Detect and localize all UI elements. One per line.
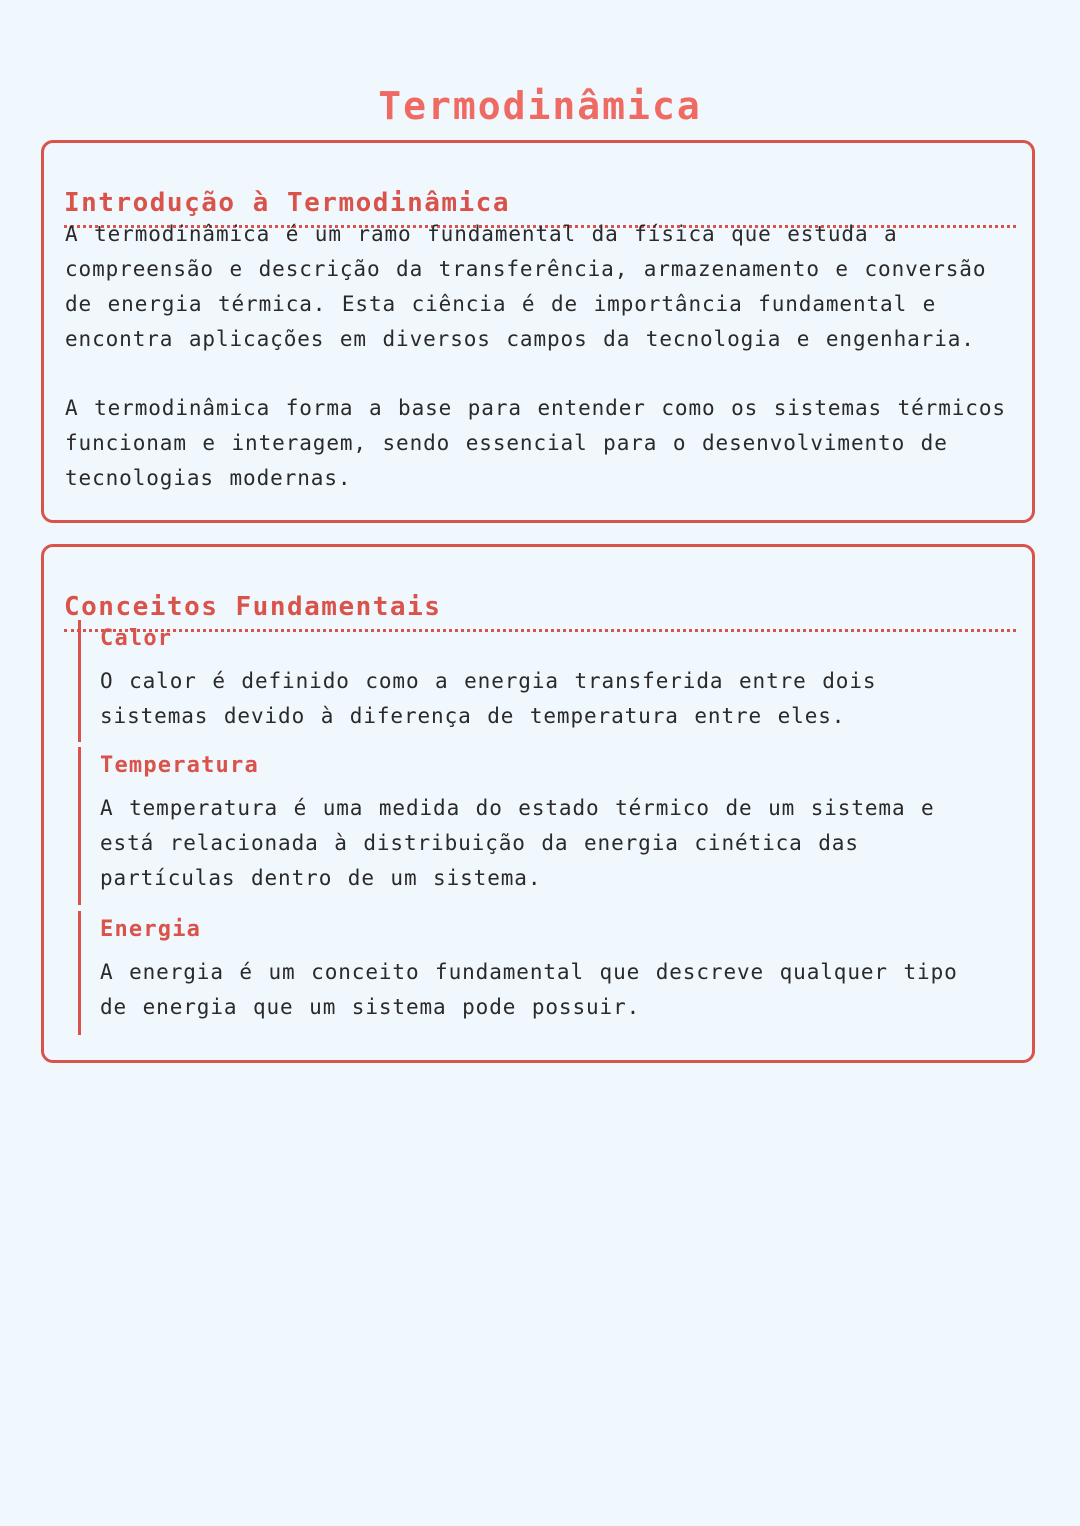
intro-paragraph-1: A termodinâmica é um ramo fundamental da física que estuda a compreensão e descrição da transferência, armazenamento e conversão de energia térmica. Esta ciência é de importância fundamental e encontra aplicações em diversos campos da tecnologia e engenharia.: [65, 222, 987, 351]
concept-calor: [78, 620, 1008, 742]
concept-title: Energia: [100, 917, 202, 942]
intro-card: [41, 140, 1035, 523]
concept-text: O calor é definido como a energia transferida entre dois sistemas devido à diferença de temperatura entre eles.: [100, 669, 877, 728]
concept-title: Calor: [100, 626, 173, 651]
concept-temperatura: [78, 747, 1008, 905]
intro-heading: Introdução à Termodinâmica: [64, 185, 1016, 228]
concept-text: A energia é um conceito fundamental que descreve qualquer tipo de energia que um sistema pode possuir.: [100, 960, 958, 1019]
concepts-heading: Conceitos Fundamentais: [64, 589, 1016, 632]
concepts-card: [41, 544, 1035, 1063]
intro-paragraph-2: A termodinâmica forma a base para entender como os sistemas térmicos funcionam e interagem, sendo essencial para o desenvolvimento de tecnologias modernas.: [65, 396, 1006, 490]
concept-title: Temperatura: [100, 753, 259, 778]
concept-text: A temperatura é uma medida do estado térmico de um sistema e está relacionada à distribuição da energia cinética das partículas dentro de um sistema.: [100, 796, 935, 890]
concept-energia: [78, 911, 1008, 1035]
page-title: Termodinâmica: [378, 84, 702, 129]
